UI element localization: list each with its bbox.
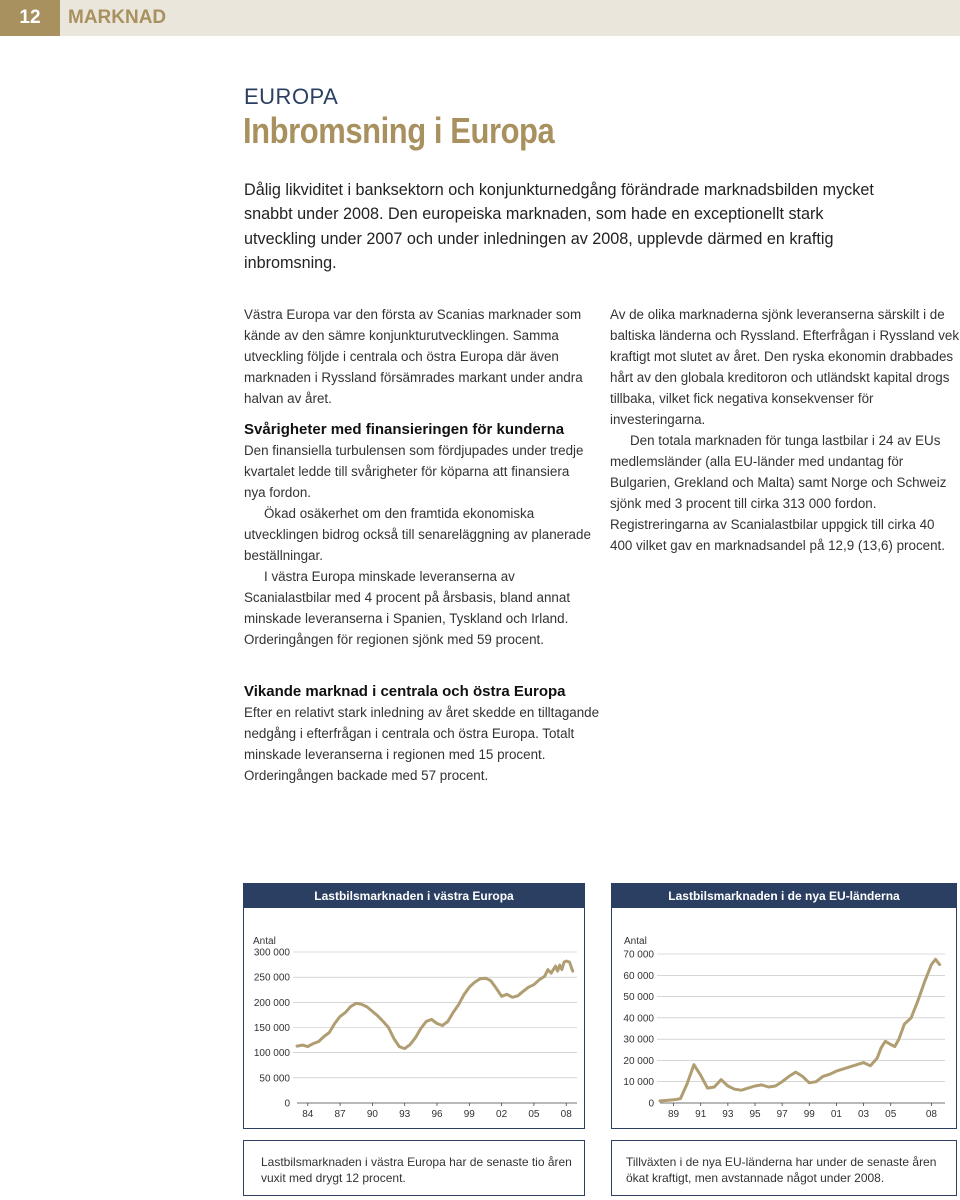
lead-paragraph: Dålig likviditet i banksektorn och konjunkturnedgång förändrade marknadsbilden mycket snabbt under 2008. Den europeiska marknaden, som hade en exceptionellt stark utveckling under 2007 och under inledningen av 2008, upplevde därmed en kraftig inbromsning. (244, 181, 874, 272)
x-tick-label: 96 (431, 1109, 443, 1120)
x-tick-label: 05 (528, 1109, 540, 1120)
paragraph: Västra Europa var den första av Scanias marknader som kände av den sämre konjunkturutvecklingen. Samma utveckling följde i centrala och östra Europa där även marknaden i Ryssland försämrades markant under andra halvan av året. (244, 307, 583, 406)
section-central-east (244, 682, 604, 786)
chart-caption-left: Lastbilsmarknaden i västra Europa har de senaste tio åren vuxit med drygt 12 procent. (243, 1140, 585, 1196)
section-title: MARKNAD (60, 0, 960, 36)
x-tick-label: 02 (496, 1109, 508, 1120)
chart-title: Lastbilsmarknaden i västra Europa (244, 884, 584, 908)
paragraph: I västra Europa minskade leveranserna av Scanialastbilar med 4 procent på årsbasis, bland annat minskade leveranserna i Spanien, Tyskland och Irland. Orderingången för regionen sjönk med 59 procent. (244, 569, 571, 647)
x-tick-label: 99 (803, 1109, 815, 1120)
chart-title: Lastbilsmarknaden i de nya EU-länderna (612, 884, 956, 908)
y-tick-label: 300 000 (253, 947, 290, 959)
chart-caption-right: Tillväxten i de nya EU-länderna har under de senaste åren ökat kraftigt, men avstannade något under 2008. (611, 1140, 957, 1196)
x-tick-label: 89 (668, 1109, 680, 1120)
x-tick-label: 90 (366, 1109, 378, 1120)
y-tick-label: 50 000 (623, 992, 654, 1004)
y-tick-label: 100 000 (253, 1048, 290, 1060)
paragraph: Den totala marknaden för tunga lastbilar i 24 av EUs medlemsländer (alla EU-länder med undantag för Bulgarien, Grekland och Malta) samt Norge och Schweiz sjönk med 3 procent till cirka 313 000 fordon. Registreringarna av Scanialastbilar uppgick till cirka 40 400 vilket gav en marknadsandel på 12,9 (13,6) procent. (610, 433, 947, 553)
x-tick-label: 84 (302, 1109, 314, 1120)
y-tick-label: 0 (284, 1098, 290, 1110)
y-axis-label: Antal (253, 936, 276, 947)
y-tick-label: 30 000 (623, 1034, 654, 1046)
subheading: Vikande marknad i centrala och östra Europa (244, 683, 566, 700)
column-right (610, 304, 960, 556)
x-tick-label: 91 (695, 1109, 707, 1120)
y-tick-label: 60 000 (623, 970, 654, 982)
x-tick-label: 03 (858, 1109, 870, 1120)
x-tick-label: 87 (334, 1109, 346, 1120)
subheading: Svårigheter med finansieringen för kunderna (244, 421, 565, 438)
page-number: 12 (0, 0, 60, 36)
x-tick-label: 01 (830, 1109, 842, 1120)
column-left (244, 304, 594, 650)
article-kicker: EUROPA (244, 84, 339, 109)
paragraph: Ökad osäkerhet om den framtida ekonomiska utvecklingen bidrog också till senareläggning av planerade beställningar. (244, 506, 591, 563)
paragraph: Efter en relativt stark inledning av året skedde en tilltagande nedgång i efterfrågan i centrala och östra Europa. Totalt minskade leveranserna i regionen med 15 procent. Orderingången backade med 57 procent. (244, 705, 600, 783)
x-tick-label: 08 (925, 1109, 937, 1120)
y-tick-label: 10 000 (623, 1077, 654, 1089)
paragraph: Av de olika marknaderna sjönk leveranserna särskilt i de baltiska länderna och Ryssland. Efterfrågan i Ryssland vek kraftigt mot slutet av året. Den ryska ekonomin drabbades hårt av den globala kreditoron och utländskt kapital drogs tillbaka, vilket fick negativa konsekvenser för investeringarna. (610, 307, 960, 427)
article-headline: Inbromsning i Europa (243, 110, 555, 151)
series-line (297, 961, 573, 1049)
x-tick-label: 93 (722, 1109, 734, 1120)
y-tick-label: 70 000 (623, 949, 654, 961)
y-tick-label: 0 (648, 1098, 654, 1110)
x-tick-label: 08 (560, 1109, 572, 1120)
y-axis-label: Antal (624, 936, 647, 947)
y-tick-label: 50 000 (259, 1073, 290, 1085)
y-tick-label: 250 000 (253, 972, 290, 984)
chart-west-europe (244, 908, 583, 1127)
chart-new-eu (612, 908, 955, 1127)
y-tick-label: 40 000 (623, 1013, 654, 1025)
x-tick-label: 99 (463, 1109, 475, 1120)
chart-panel-new-eu (611, 883, 957, 1129)
x-tick-label: 93 (399, 1109, 411, 1120)
x-tick-label: 97 (776, 1109, 788, 1120)
series-line (660, 959, 940, 1101)
x-tick-label: 05 (885, 1109, 897, 1120)
y-tick-label: 20 000 (623, 1055, 654, 1067)
x-tick-label: 95 (749, 1109, 761, 1120)
y-tick-label: 200 000 (253, 997, 290, 1009)
y-tick-label: 150 000 (253, 1023, 290, 1034)
chart-panel-west-europe (243, 883, 585, 1129)
paragraph: Den finansiella turbulensen som fördjupades under tredje kvartalet ledde till svårigheter för köparna att finansiera nya fordon. (244, 443, 584, 500)
